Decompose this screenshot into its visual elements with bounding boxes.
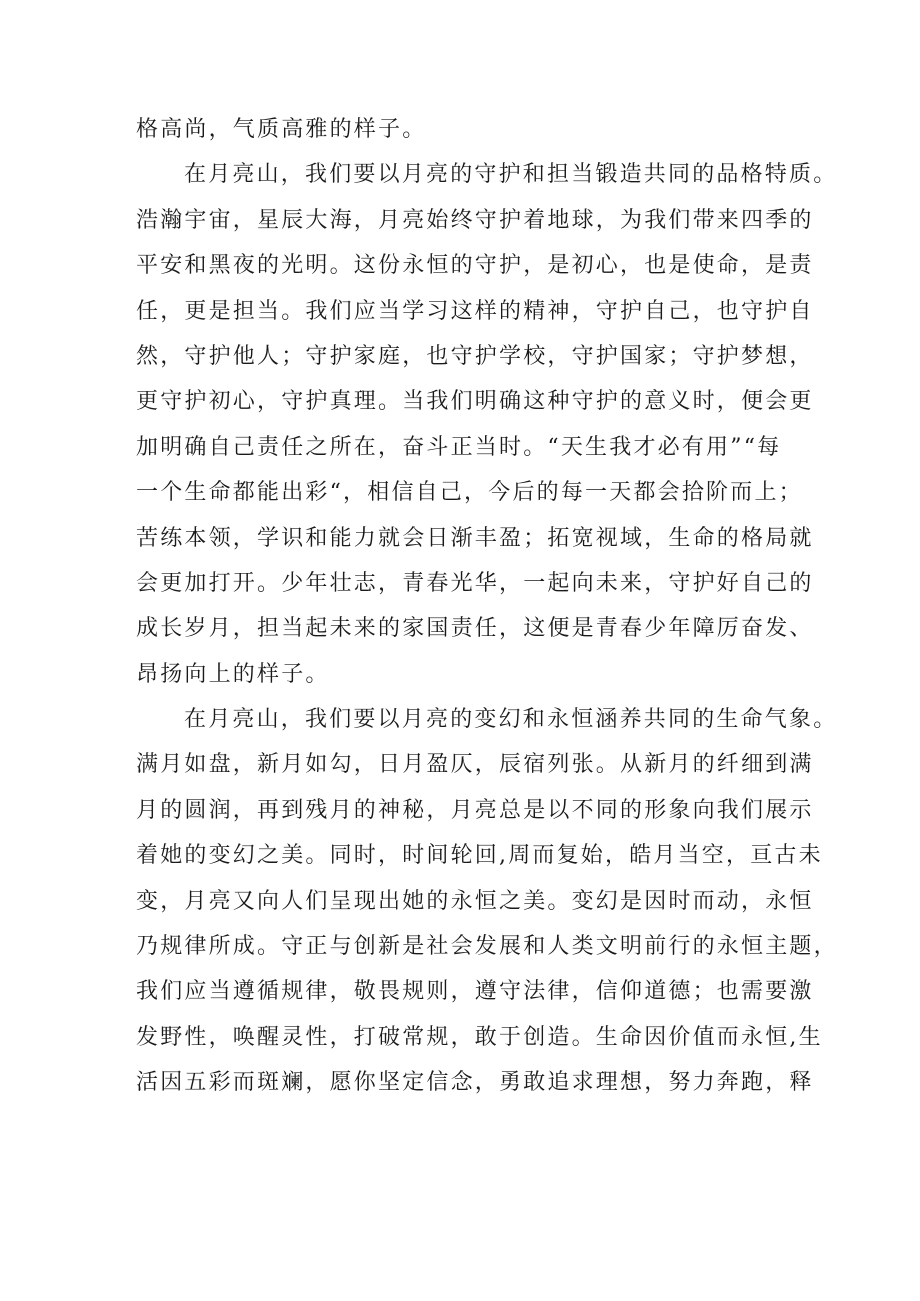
body-text bbox=[136, 107, 838, 1106]
text-line: 平安和黑夜的光明。这份永恒的守护，是初心，也是使命，是责 bbox=[136, 253, 814, 279]
text-line: 任，更是担当。我们应当学习这样的精神，守护自己，也守护自 bbox=[136, 298, 814, 324]
text-line: 着她的变幻之美。同时，时间轮回,周而复始，皓月当空，亘古未 bbox=[136, 843, 823, 869]
text-line: 成长岁月，担当起未来的家国责任，这便是青春少年障厉奋发、 bbox=[136, 616, 814, 642]
text-line: 满月如盘，新月如勾，日月盈仄，辰宿列张。从新月的纤细到满 bbox=[136, 752, 814, 778]
text-line: 会更加打开。少年壮志，青春光华，一起向未来，守护好自己的 bbox=[136, 570, 814, 596]
text-line: 我们应当遵循规律，敬畏规则，遵守法律，信仰道德；也需要激 bbox=[136, 979, 814, 1005]
text-line: 一个生命都能出彩“，相信自己，今后的每一天都会拾阶而上； bbox=[136, 480, 803, 506]
text-line: 然，守护他人；守护家庭，也守护学校，守护国家；守护梦想， bbox=[136, 343, 814, 369]
text-line: 变，月亮又向人们呈现出她的永恒之美。变幻是因时而动，永恒 bbox=[136, 888, 814, 914]
text-line-paragraph-start: 在月亮山，我们要以月亮的变幻和永恒涵养共同的生命气象。 bbox=[184, 707, 838, 733]
text-line-paragraph-start: 在月亮山，我们要以月亮的守护和担当锻造共同的品格特质。 bbox=[184, 162, 838, 188]
text-line: 活因五彩而斑斓，愿你坚定信念，勇敢追求理想，努力奔跑，释 bbox=[136, 1070, 814, 1096]
text-line: 更守护初心，守护真理。当我们明确这种守护的意义时，便会更 bbox=[136, 389, 814, 415]
text-line: 发野性，唤醒灵性，打破常规，敢于创造。生命因价值而永恒,生 bbox=[136, 1024, 823, 1050]
text-line: 加明确自己责任之所在，奋斗正当时。“天生我才必有用”“每 bbox=[136, 434, 782, 460]
text-line: 月的圆润，再到残月的神秘，月亮总是以不同的形象向我们展示 bbox=[136, 797, 814, 823]
text-line: 苦练本领，学识和能力就会日渐丰盈；拓宽视域，生命的格局就 bbox=[136, 525, 814, 551]
text-line: 格高尚，气质高雅的样子。 bbox=[136, 117, 427, 142]
text-line: 昂扬向上的样子。 bbox=[136, 661, 330, 687]
text-line: 浩瀚宇宙，星辰大海，月亮始终守护着地球，为我们带来四季的 bbox=[136, 207, 814, 233]
text-line: 乃规律所成。守正与创新是社会发展和人类文明前行的永恒主题， bbox=[136, 934, 838, 960]
